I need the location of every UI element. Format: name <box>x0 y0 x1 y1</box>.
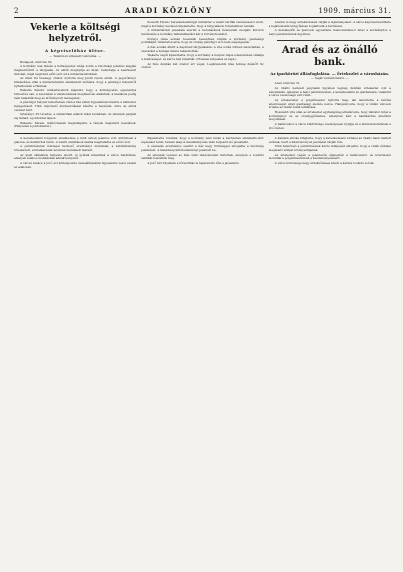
paragraph: Wekerle: Kérem, méltóztassék meghallgatni, a tények magukért beszélnek. (Helyeslés a jobboldalon.) <box>14 120 137 129</box>
dateline: Budapest, március 30. <box>20 59 53 64</box>
paragraph: Az ipari vállalatok helyzete javult, új gyárak létesültek a város határában, amelyek számos munkásnak adnak kenyeret. <box>14 152 137 161</box>
mid-rule <box>14 133 391 134</box>
masthead <box>14 6 391 15</box>
paragraph: Az ülés délután két órakor ért véget. Legközelebbi ülés holnap délelőtt tíz órakor. <box>141 61 264 70</box>
paper-title: ARADI KÖZLÖNY <box>124 6 213 15</box>
dateline: Arad, március 31. <box>274 81 301 86</box>
upper-columns <box>14 21 391 131</box>
article-headline-wekerle: Vekerle a költségi helyzetről. <box>30 23 121 44</box>
header-rule <box>14 17 391 18</box>
paragraph: A jövő hét folyamán a főrendiház is napirendre tűzi a javaslatot. <box>147 161 240 166</box>
paragraph: Kijelentette továbbá, hogy a kormány nem kíván a kérdésben elhamarkodott lépéseket tenni, hanem alapos tanulmányozás után terjeszti elő javaslatát. <box>141 137 264 144</box>
lower-column-3 <box>269 137 391 170</box>
lower-columns <box>14 137 391 170</box>
article-subhead-conference: Az iparkörözi állásfoglalása. — Értekezlet a városházán. <box>270 70 390 76</box>
paragraph: A kereskedelmi forgalom emelkedése a múlt évben jelentős volt, különösen a gabona- és lisztkivitel terén. A vasúti szállítások száma meghaladta az előző évit. <box>14 137 137 144</box>
paragraph: Az értekezlet végén a jelenlevők éljenezték a határozatot, és köszönetet mondtak a polgármesternek a kezdeményezésért. <box>268 152 391 161</box>
paragraph: A pénzintézetek mérlegei kedvező eredményt mutatnak, a betétállomány növekedett, a hitelkereslet azonban mérsékelt maradt. <box>14 144 137 153</box>
paragraph: A kormány mai ülésén a költségvetés vitája során a bizottsági jelentés alapján megkezdődött a tárgyalás. Az elnök megnyitja az ülést, bemutatja a beérkezett iratokat, majd napirend előtt szót ad a miniszterelnöknek. <box>14 64 137 76</box>
column-3 <box>269 21 391 131</box>
paragraph: A minisztérium javaslata szerint a beruházások fedezetéül szolgáló kölcsön felvételére a kormány felhatalmazást kér a törvényhozástól. <box>141 28 264 36</box>
paragraph: Polónyi Géza ezután hosszabb beszédben bírálta a kormány gazdasági politikáját, rámutatva arra, hogy az ország pénzügyi erői nem elégségesek. <box>141 36 264 45</box>
page-number: 2 <box>14 7 19 15</box>
paragraph: Wekerle Sándor miniszterelnök kijelenti, hogy a költségvetés egyensúlya biztosítva van, a bevételek a várakozásnak megfelelően alakultak, a kiadások pedig nem haladták meg az előirányzott összegeket. <box>14 88 137 100</box>
paragraph: A városi tanács a jövő évi költségvetés összeállításánál figyelembe veszi ezeket az adatokat. <box>14 161 137 169</box>
section-divider <box>277 40 383 41</box>
paragraph: A kamara elnöke kifejtette, hogy a kereskedelem érdekei az önálló bank mellett szólnak, mert a hitelviszonyok javulását várják tőle. <box>268 137 391 144</box>
paragraph: Az ülést fél tizenegy órakor nyitotta meg Justh Gyula elnök. A jegyzőkönyv hitelesítése után a miniszterelnök emelkedett szólásra, hogy a pénzügyi helyzetről nyilatkozzék a Háznak. <box>14 76 137 88</box>
article-byline: — Saját tudósítónktól. — <box>310 75 349 80</box>
paragraph: Az értekezletet a polgármester nyitotta meg, aki ismertette a kérdés jelentőségét Arad gazdasági életére nézve. Hangsúlyozta, hogy a vidéki városok érdeke az önálló bank felállítása. <box>268 97 391 110</box>
paragraph: Több felszólaló a pénzintézetek közös fellépését sürgette, hogy a vidék érdekei megfelelő súllyal érvényesüljenek. <box>268 144 391 153</box>
lower-column-1 <box>14 137 136 170</box>
paragraph: A pénzügyi helyzet ismertetése után a ház élénk figyelemmel kísérte a miniszter fejtegetéseit. Több képviselő közbeszólással kísérte a beszédet, mire az elnök csendet kért. <box>14 100 137 112</box>
paragraph: Hosszabb vita után az értekezlet egyhangúlag elhatározta, hogy feliratot intéz a kormányhoz és az országgyűléshez, amelyben kéri a bankkérdés mielőbbi megoldását. <box>268 109 391 122</box>
issue-date: 1909. március 31. <box>318 7 391 15</box>
paragraph: A kereskedők és iparosok egyesülete memorandumot intéz a kormányhoz a helyi pénzintézetek ügyében. <box>268 28 391 36</box>
column-2 <box>141 21 263 131</box>
article-headline-arad-bank: Arad és az önálló bank. <box>281 44 378 68</box>
paragraph: Szterényi: Ez tévedés, a statisztikai adatok mást mutatnak. Az ellenzék padjain zaj támad, a jobboldal tapsol. <box>14 112 137 120</box>
paragraph: Kossuth Ferenc kereskedelemügyi miniszter a vasúti tarifák rendezéséről szólt, majd a kormány nevében kijelentette, hogy a tárgyalások folyamatban vannak. <box>141 21 264 28</box>
article-byline: — Telefonon érkezett tudósítás. — <box>49 54 102 58</box>
lower-column-2 <box>141 137 263 170</box>
column-1 <box>14 21 136 131</box>
paragraph: A város közönsége nagy érdeklődéssel kíséri a kérdés további sorsát. <box>274 161 375 166</box>
paragraph: Wekerle végül kijelentette, hogy a kormány a helyzet teljes ismeretében vállalja a felelősséget, és kéri a ház bizalmát. (Hosszas helyeslés és taps.) <box>141 53 264 61</box>
paragraph: Az önálló nemzeti jegybank ügyében tegnap délután értekezlet volt a városházán, amelyen a helyi pénzintézetek, a kereskedelmi és iparkamara, valamint a város vezetősége vett részt. <box>268 85 391 98</box>
paragraph: A ház ezután áttért a napirend tárgyalására. A vita során többen felszólaltak, a szavazást a holnapi ülésre halasztották. <box>141 44 264 53</box>
paragraph: Az ellenzék vezérei az ülés után tanácskozást tartottak, amelyen a további taktikát beszélték meg. <box>141 152 264 161</box>
paragraph: Aradon is nagy érdeklődéssel várják a fejleményeket. A város képviselőtestülete a legközelebbi közgyűlésen foglalkozik a kérdéssel. <box>268 21 391 28</box>
article-subhead-session: A képviselőház ülése. <box>44 48 106 53</box>
paragraph: A határozatot a város küldöttsége személyesen nyújtja át a miniszterelnöknek a jövő héten. <box>268 121 391 130</box>
paragraph: A szavazás eredménye szerint a ház nagy többséggel elfogadta a bizottság jelentését. A kisebbség különvéleményt jelentett be. <box>141 144 264 153</box>
